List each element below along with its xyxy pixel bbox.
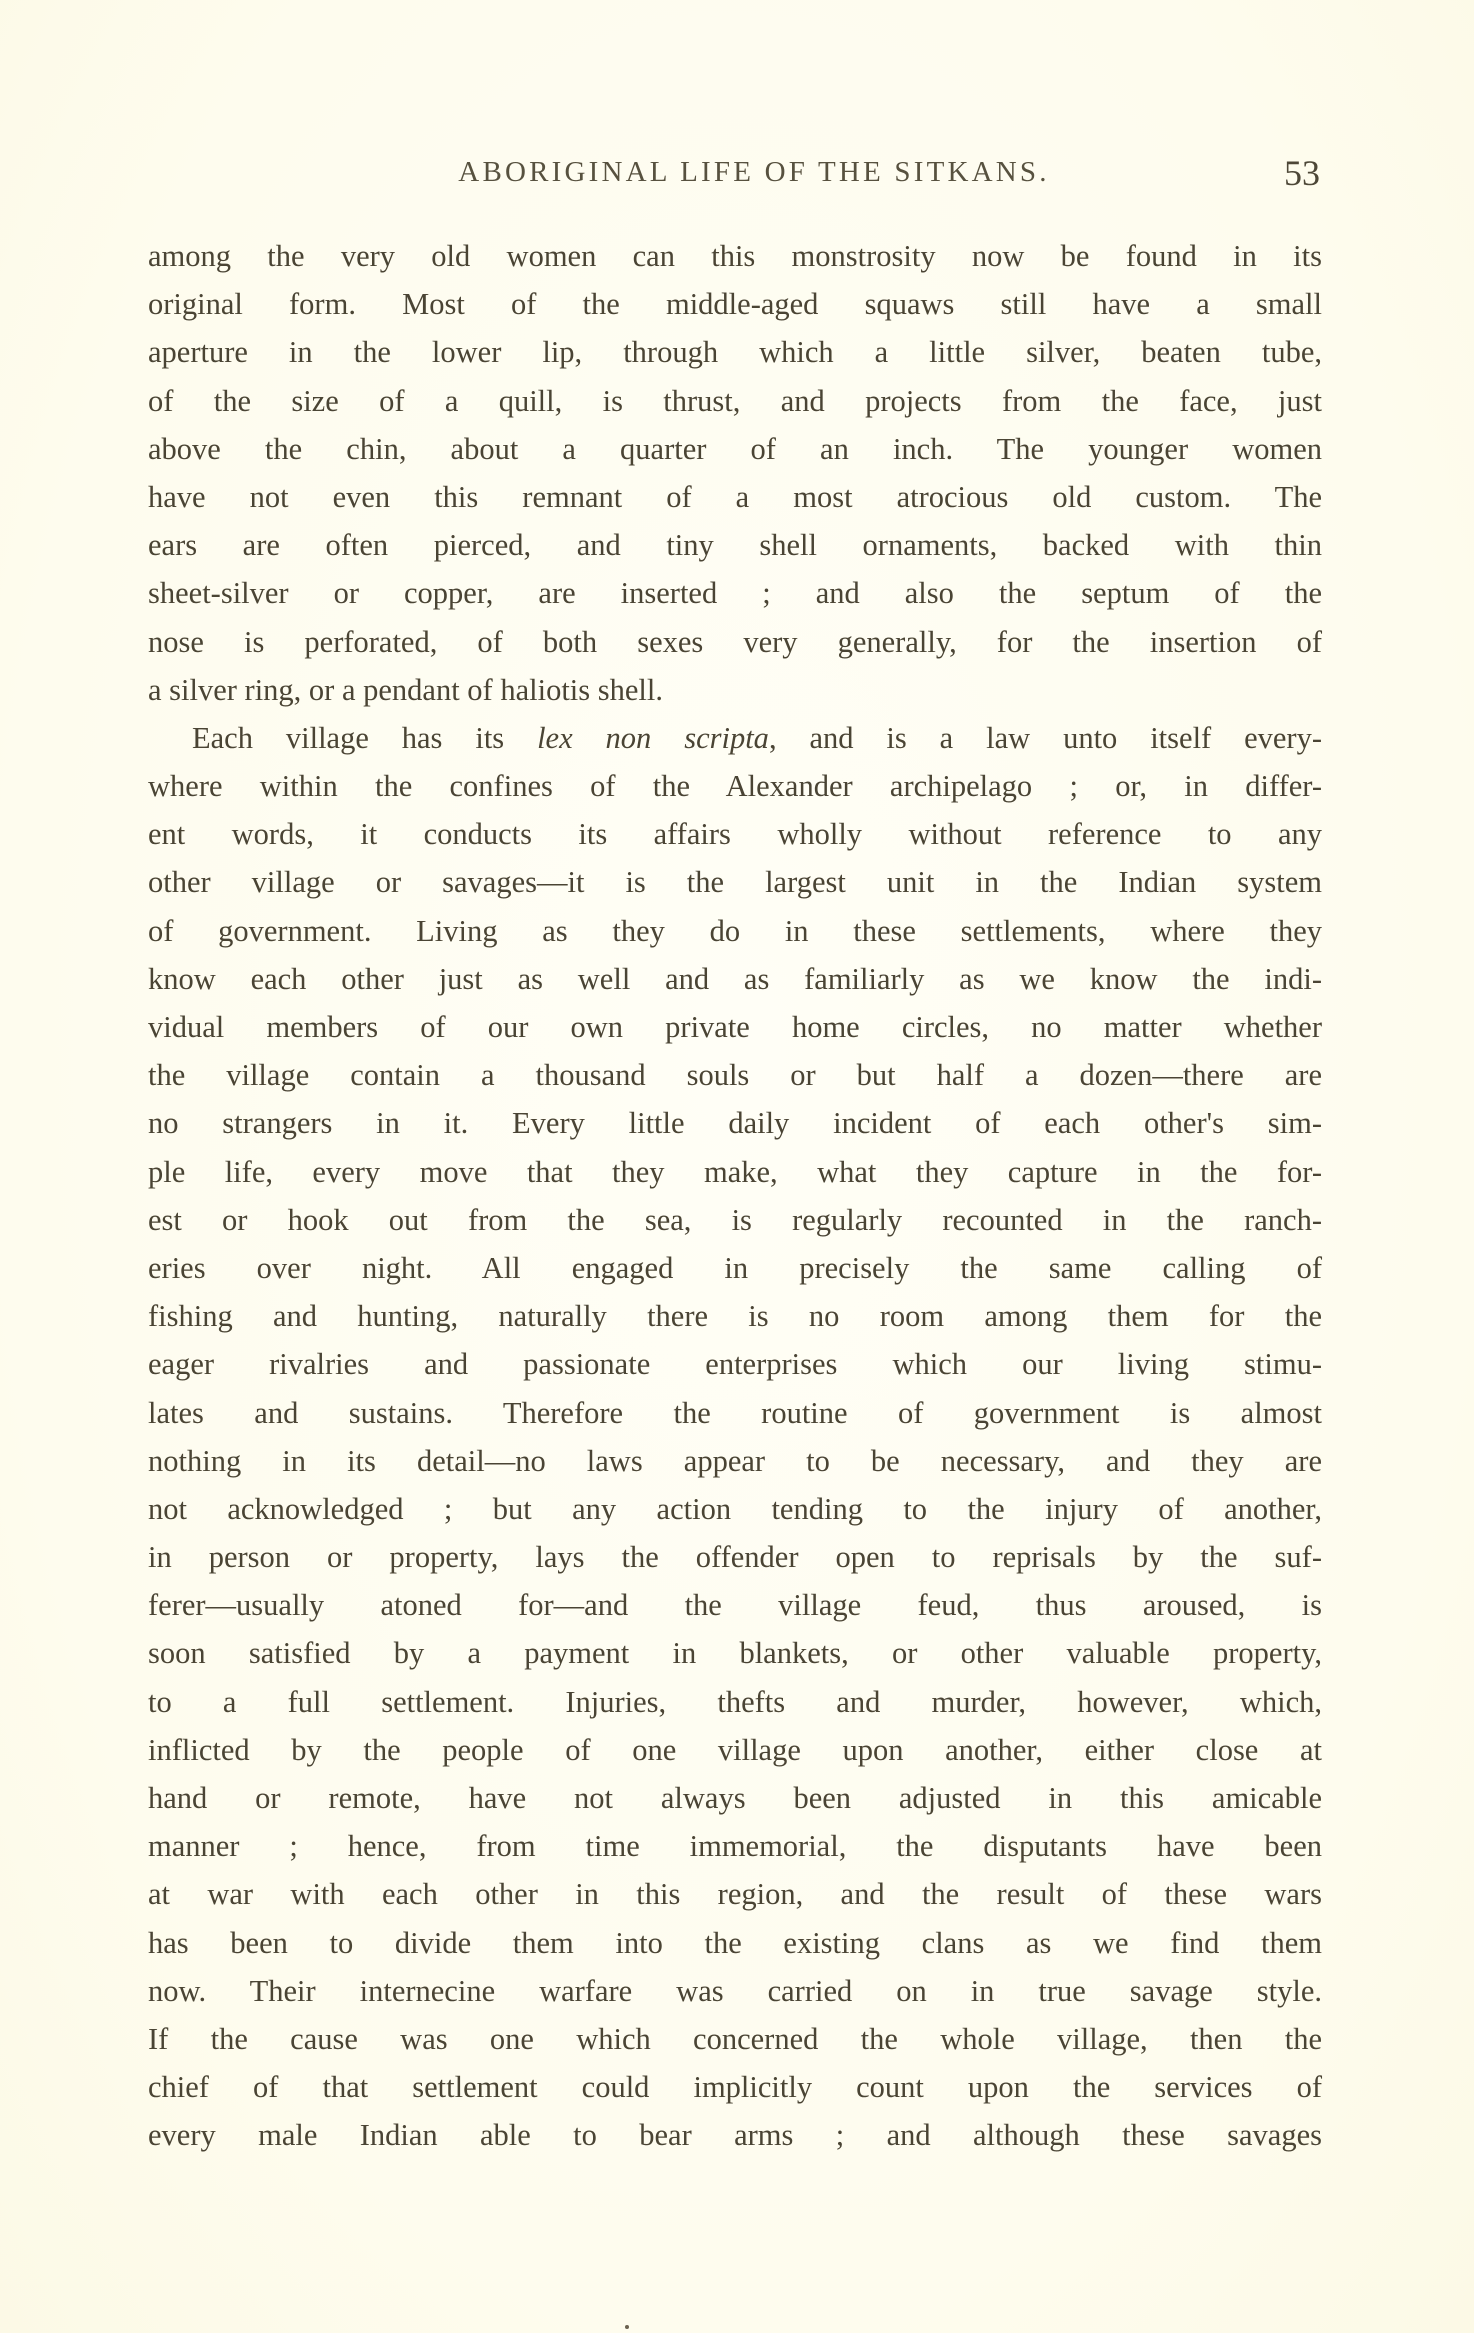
text-line: other village or savages—it is the largest unit in the Indian system <box>148 865 1322 900</box>
text-line: aperture in the lower lip, through which a little silver, beaten tube, <box>148 335 1322 370</box>
text-line: now. Their internecine warfare was carried on in true savage style. <box>148 1973 1322 2008</box>
text-line: soon satisfied by a payment in blankets, or other valuable property, <box>148 1636 1322 1671</box>
text-line: of government. Living as they do in these settlements, where they <box>148 913 1322 948</box>
text-line: est or hook out from the sea, is regularly recounted in the ranch- <box>148 1202 1322 1237</box>
text-line: ent words, it conducts its affairs wholly without reference to any <box>148 817 1322 852</box>
text-line: of the size of a quill, is thrust, and projects from the face, just <box>148 383 1322 418</box>
text-run: , and is a law unto itself every- <box>768 720 1322 755</box>
text-line <box>148 714 1322 762</box>
text-line: has been to divide them into the existing clans as we find them <box>148 1925 1322 1960</box>
paragraph <box>148 714 1322 2160</box>
text-line: If the cause was one which concerned the whole village, then the <box>148 2021 1322 2056</box>
page-number: 53 <box>1284 153 1320 193</box>
paragraph <box>148 232 1322 714</box>
text-run: Each village has its <box>192 720 538 755</box>
text-line: nothing in its detail—no laws appear to be necessary, and they are <box>148 1443 1322 1478</box>
text-line: fishing and hunting, naturally there is no room among them for the <box>148 1299 1322 1334</box>
text-line: original form. Most of the middle-aged squaws still have a small <box>148 287 1322 322</box>
text-line: among the very old women can this monstrosity now be found in its <box>148 239 1322 273</box>
paper-speck <box>625 2325 629 2329</box>
text-line: manner ; hence, from time immemorial, the disputants have been <box>148 1829 1322 1864</box>
text-line: vidual members of our own private home circles, no matter whether <box>148 1010 1322 1044</box>
text-line: inflicted by the people of one village upon another, either close at <box>148 1732 1322 1767</box>
text-line: no strangers in it. Every little daily incident of each other's sim- <box>148 1106 1322 1141</box>
text-line: not acknowledged ; but any action tending to the injury of another, <box>148 1491 1322 1526</box>
text-line: sheet-silver or copper, are inserted ; and also the septum of the <box>148 576 1322 611</box>
text-line: above the chin, about a quarter of an inch. The younger women <box>148 431 1322 466</box>
text-line: lates and sustains. Therefore the routine of government is almost <box>148 1395 1322 1430</box>
text-line: eries over night. All engaged in precisely the same calling of <box>148 1250 1322 1285</box>
text-line: chief of that settlement could implicitly count upon the services of <box>148 2070 1322 2105</box>
italic-phrase: lex non scripta <box>537 720 769 755</box>
text-line: a silver ring, or a pendant of haliotis shell. <box>148 672 663 707</box>
text-line: eager rivalries and passionate enterprises which our living stimu- <box>148 1347 1322 1382</box>
running-title: ABORIGINAL LIFE OF THE SITKANS. <box>458 156 1050 188</box>
text-line: at war with each other in this region, and the result of these wars <box>148 1877 1322 1912</box>
text-line: in person or property, lays the offender open to reprisals by the suf- <box>148 1540 1322 1575</box>
running-head <box>148 150 1320 198</box>
text-line: ears are often pierced, and tiny shell ornaments, backed with thin <box>148 528 1322 563</box>
text-line: know each other just as well and as familiarly as we know the indi- <box>148 961 1322 996</box>
text-line: where within the confines of the Alexander archipelago ; or, in differ- <box>148 769 1322 804</box>
text-line: have not even this remnant of a most atrocious old custom. The <box>148 479 1322 514</box>
text-line: the village contain a thousand souls or but half a dozen—there are <box>148 1058 1322 1093</box>
text-line: ple life, every move that they make, what they capture in the for- <box>148 1154 1322 1189</box>
body-text <box>148 232 1322 2160</box>
text-line: nose is perforated, of both sexes very generally, for the insertion of <box>148 624 1322 659</box>
text-line: to a full settlement. Injuries, thefts and murder, however, which, <box>148 1684 1322 1719</box>
text-line: every male Indian able to bear arms ; and although these savages <box>148 2118 1322 2153</box>
text-line: hand or remote, have not always been adjusted in this amicable <box>148 1781 1322 1815</box>
text-line: ferer—usually atoned for—and the village feud, thus aroused, is <box>148 1588 1322 1623</box>
